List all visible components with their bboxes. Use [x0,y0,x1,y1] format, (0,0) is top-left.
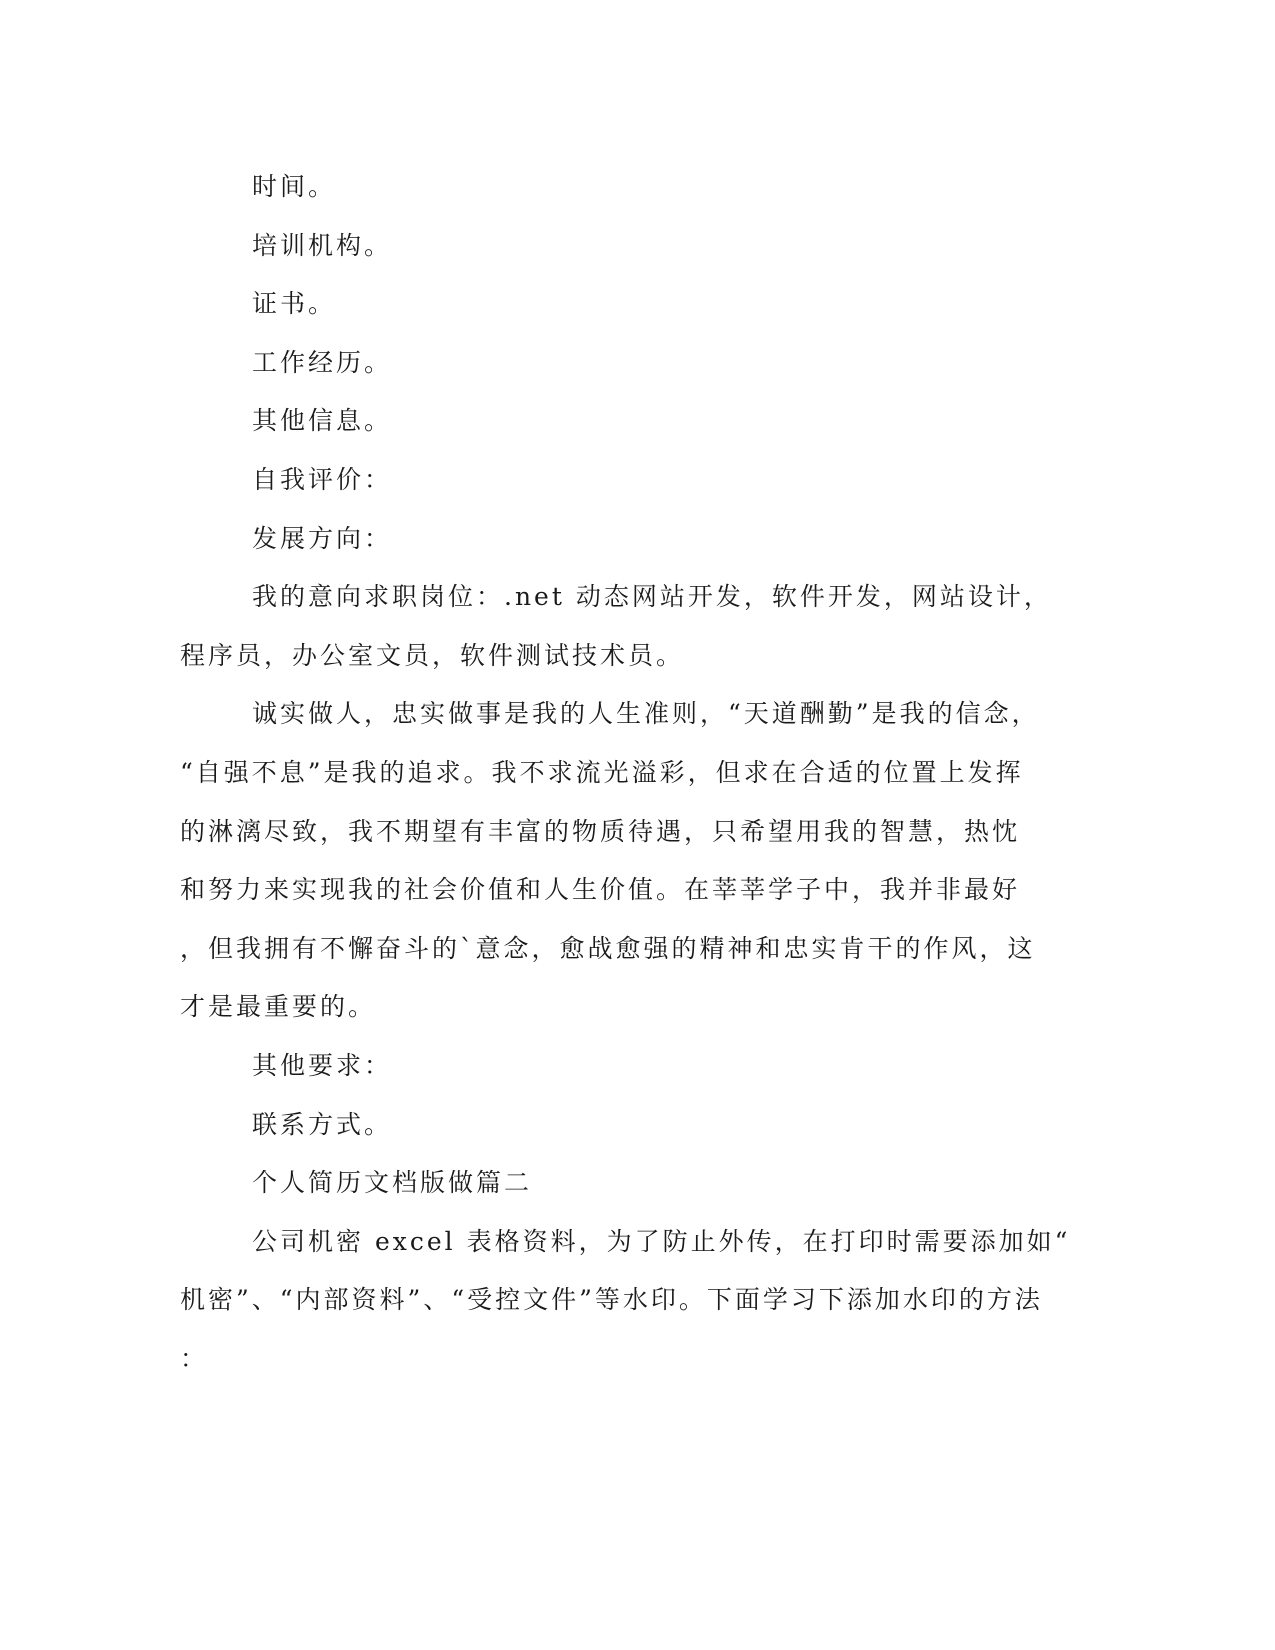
text-line: 诚实做人，忠实做事是我的人生准则，“天道酬勤”是我的信念， [252,699,1040,729]
text-line: “自强不息”是我的追求。我不求流光溢彩，但求在合适的位置上发挥 [180,757,1024,787]
text-line: ： [180,1343,209,1373]
text-line: 公司机密 excel 表格资料，为了防止外传，在打印时需要添加如“ [252,1226,1071,1256]
text-line: 时间。 [252,172,337,201]
text-line: 证书。 [252,289,337,319]
text-line: 其他要求： [252,1050,393,1080]
text-line: 我的意向求职岗位：.net 动态网站开发，软件开发，网站设计， [252,582,1052,612]
text-line: 机密”、“内部资料”、“受控文件”等水印。下面学习下添加水印的方法 [180,1285,1043,1315]
text-line: 其他信息。 [252,406,393,436]
text-line: 和努力来实现我的社会价值和人生价值。在莘莘学子中，我并非最好 [180,875,1021,905]
text-line: 的淋漓尽致，我不期望有丰富的物质待遇，只希望用我的智慧，热忱 [180,816,1021,846]
section-heading: 个人简历文档版做篇二 [252,1168,533,1198]
text-line: 培训机构。 [252,230,393,260]
text-line: 工作经历。 [252,347,393,377]
document-body [180,158,1071,1388]
text-line: 才是最重要的。 [180,992,377,1022]
text-line: 自我评价： [252,464,393,494]
text-line: ，但我拥有不懈奋斗的`意念，愈战愈强的精神和忠实肯干的作风，这 [180,933,1036,963]
text-line: 发展方向： [252,523,393,553]
text-line: 程序员，办公室文员，软件测试技术员。 [180,640,685,670]
text-line: 联系方式。 [252,1109,393,1139]
